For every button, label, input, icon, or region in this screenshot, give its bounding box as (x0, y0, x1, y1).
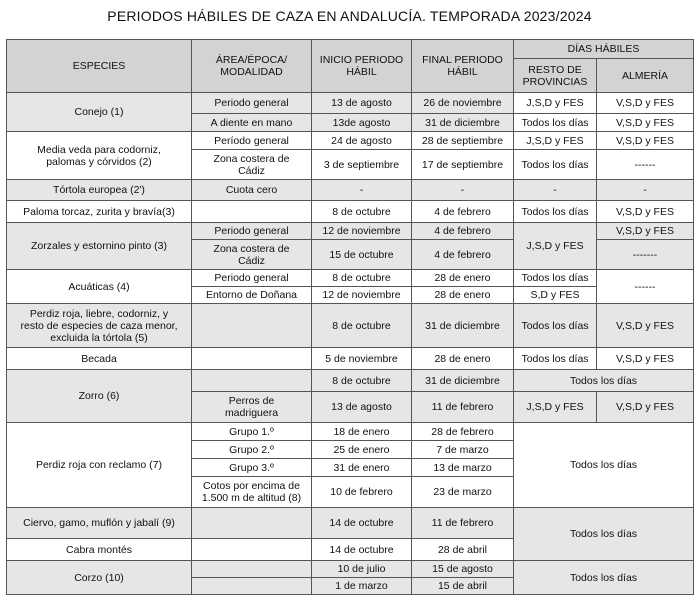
end-cell: 28 de septiembre (412, 132, 514, 150)
species-acuaticas: Acuáticas (4) (7, 270, 192, 304)
end-cell: 11 de febrero (412, 392, 514, 423)
rest-days-cell: Todos los días (514, 201, 597, 223)
almeria-days-cell: V,S,D y FES (597, 304, 694, 348)
almeria-days-cell: V,S,D y FES (597, 93, 694, 114)
rest-days-cell: J,S,D y FES (514, 223, 597, 270)
end-cell: - (412, 180, 514, 201)
rest-days-cell: S,D y FES (514, 287, 597, 304)
start-cell: 10 de julio (312, 561, 412, 578)
species-cabra-montes: Cabra montés (7, 539, 192, 561)
almeria-days-cell: ------- (597, 240, 694, 270)
rest-days-cell: Todos los días (514, 270, 597, 287)
area-cell: A diente en mano (192, 114, 312, 132)
start-cell: 25 de enero (312, 441, 412, 459)
start-cell: 8 de octubre (312, 370, 412, 392)
end-cell: 28 de enero (412, 348, 514, 370)
area-cell: Cuota cero (192, 180, 312, 201)
species-zorzales: Zorzales y estornino pinto (3) (7, 223, 192, 270)
end-cell: 15 de agosto (412, 561, 514, 578)
start-cell: 31 de enero (312, 459, 412, 477)
start-cell: 3 de septiembre (312, 150, 412, 180)
area-cell: Grupo 3.º (192, 459, 312, 477)
area-cell: Zona costera de Cádiz (192, 150, 312, 180)
rest-days-cell: Todos los días (514, 150, 597, 180)
days-merged-cell: Todos los días (514, 508, 694, 561)
end-cell: 11 de febrero (412, 508, 514, 539)
start-cell: 14 de octubre (312, 508, 412, 539)
days-merged-cell: Todos los días (514, 370, 694, 392)
species-corzo: Corzo (10) (7, 561, 192, 595)
start-cell: 12 de noviembre (312, 287, 412, 304)
species-zorro: Zorro (6) (7, 370, 192, 423)
start-cell: 13de agosto (312, 114, 412, 132)
end-cell: 31 de diciembre (412, 304, 514, 348)
area-cell (192, 304, 312, 348)
area-cell: Entorno de Doñana (192, 287, 312, 304)
header-rest-provinces: RESTO DE PROVINCIAS (514, 59, 597, 93)
start-cell: 18 de enero (312, 423, 412, 441)
rest-days-cell: Todos los días (514, 348, 597, 370)
start-cell: 8 de octubre (312, 304, 412, 348)
end-cell: 4 de febrero (412, 240, 514, 270)
species-paloma: Paloma torcaz, zurita y bravía(3) (7, 201, 192, 223)
start-cell: 1 de marzo (312, 578, 412, 595)
area-cell (192, 348, 312, 370)
area-cell: Grupo 2.º (192, 441, 312, 459)
almeria-days-cell: V,S,D y FES (597, 201, 694, 223)
end-cell: 31 de diciembre (412, 114, 514, 132)
end-cell: 23 de marzo (412, 477, 514, 508)
end-cell: 17 de septiembre (412, 150, 514, 180)
header-area: ÁREA/ÉPOCA/ MODALIDAD (192, 40, 312, 93)
header-days: DÍAS HÁBILES (514, 40, 694, 59)
header-start: INICIO PERIODO HÁBIL (312, 40, 412, 93)
area-cell (192, 578, 312, 595)
end-cell: 4 de febrero (412, 201, 514, 223)
days-merged-cell: Todos los días (514, 561, 694, 595)
start-cell: 14 de octubre (312, 539, 412, 561)
start-cell: - (312, 180, 412, 201)
almeria-days-cell: ------ (597, 270, 694, 304)
start-cell: 8 de octubre (312, 201, 412, 223)
area-cell: Período general (192, 132, 312, 150)
rest-days-cell: J,S,D y FES (514, 132, 597, 150)
almeria-days-cell: V,S,D y FES (597, 132, 694, 150)
area-cell: Periodo general (192, 270, 312, 287)
area-cell: Periodo general (192, 223, 312, 240)
end-cell: 26 de noviembre (412, 93, 514, 114)
area-cell: Cotos por encima de 1.500 m de altitud (8) (192, 477, 312, 508)
start-cell: 24 de agosto (312, 132, 412, 150)
end-cell: 7 de marzo (412, 441, 514, 459)
header-almeria: ALMERÍA (597, 59, 694, 93)
almeria-days-cell: ------ (597, 150, 694, 180)
start-cell: 8 de octubre (312, 270, 412, 287)
start-cell: 13 de agosto (312, 93, 412, 114)
header-end: FINAL PERIODO HÁBIL (412, 40, 514, 93)
rest-days-cell: J,S,D y FES (514, 392, 597, 423)
area-cell: Zona costera de Cádiz (192, 240, 312, 270)
end-cell: 13 de marzo (412, 459, 514, 477)
area-cell (192, 561, 312, 578)
area-cell (192, 539, 312, 561)
end-cell: 15 de abril (412, 578, 514, 595)
almeria-days-cell: - (597, 180, 694, 201)
species-perdiz-liebre: Perdiz roja, liebre, codorniz, y resto de especies de caza menor, excluida la tórtola (5) (7, 304, 192, 348)
start-cell: 13 de agosto (312, 392, 412, 423)
end-cell: 28 de enero (412, 287, 514, 304)
rest-days-cell: Todos los días (514, 114, 597, 132)
start-cell: 12 de noviembre (312, 223, 412, 240)
area-cell: Periodo general (192, 93, 312, 114)
species-perdiz-reclamo: Perdiz roja con reclamo (7) (7, 423, 192, 508)
area-cell: Grupo 1.º (192, 423, 312, 441)
hunting-periods-table (6, 39, 694, 595)
species-tortola: Tórtola europea (2') (7, 180, 192, 201)
page-title: PERIODOS HÁBILES DE CAZA EN ANDALUCÍA. TEMPORADA 2023/2024 (107, 8, 592, 24)
end-cell: 28 de febrero (412, 423, 514, 441)
area-cell (192, 370, 312, 392)
almeria-days-cell: V,S,D y FES (597, 392, 694, 423)
species-media-veda: Media veda para codorniz, palomas y córvidos (2) (7, 132, 192, 180)
area-cell: Perros de madriguera (192, 392, 312, 423)
area-cell (192, 201, 312, 223)
rest-days-cell: Todos los días (514, 304, 597, 348)
start-cell: 15 de octubre (312, 240, 412, 270)
species-becada: Becada (7, 348, 192, 370)
end-cell: 4 de febrero (412, 223, 514, 240)
almeria-days-cell: V,S,D y FES (597, 348, 694, 370)
almeria-days-cell: V,S,D y FES (597, 223, 694, 240)
days-merged-cell: Todos los días (514, 423, 694, 508)
start-cell: 10 de febrero (312, 477, 412, 508)
species-conejo: Conejo (1) (7, 93, 192, 132)
end-cell: 31 de diciembre (412, 370, 514, 392)
almeria-days-cell: V,S,D y FES (597, 114, 694, 132)
start-cell: 5 de noviembre (312, 348, 412, 370)
header-species: ESPECIES (7, 40, 192, 93)
rest-days-cell: J,S,D y FES (514, 93, 597, 114)
area-cell (192, 508, 312, 539)
end-cell: 28 de abril (412, 539, 514, 561)
species-ciervo: Ciervo, gamo, muflón y jabalí (9) (7, 508, 192, 539)
rest-days-cell: - (514, 180, 597, 201)
end-cell: 28 de enero (412, 270, 514, 287)
